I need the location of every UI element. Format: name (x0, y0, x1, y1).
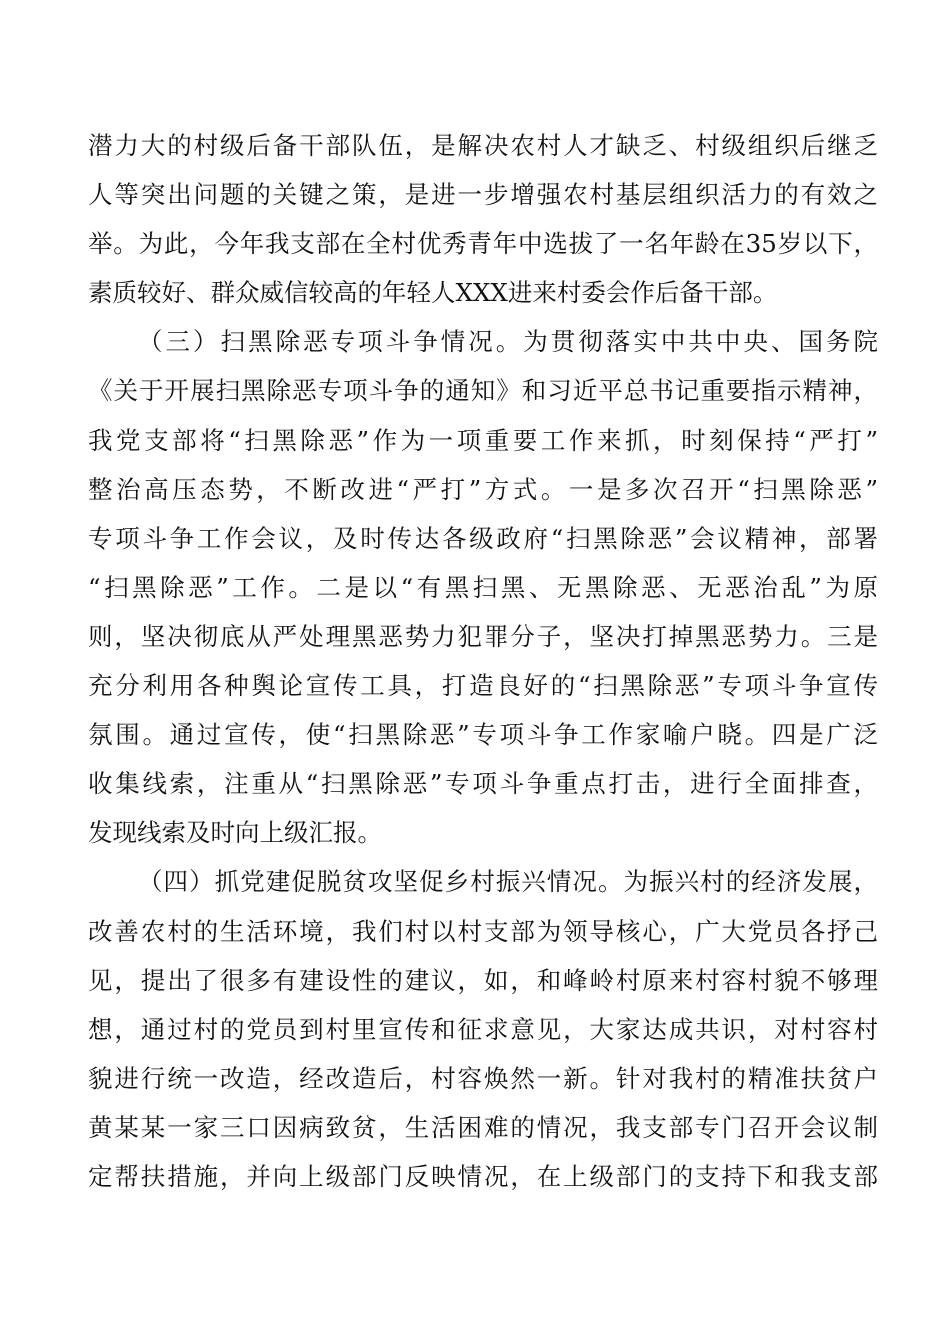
body-line: 整治高压态势，不断改进“严打”方式。一是多次召开“扫黑除恶” (88, 474, 878, 504)
body-line: 我党支部将“扫黑除恶”作为一项重要工作来抓，时刻保持“严打” (88, 425, 878, 455)
body-line: “扫黑除恶”工作。二是以“有黑扫黑、无黑除恶、无恶治乱”为原 (88, 572, 878, 602)
body-line: 改善农村的生活环境，我们村以村支部为领导核心，广大党员各抒己 (88, 916, 878, 946)
section-heading-line: （三）扫黑除恶专项斗争情况。为贯彻落实中共中央、国务院 (138, 327, 878, 357)
body-line: 发现线索及时向上级汇报。 (88, 818, 382, 848)
document-body (88, 121, 878, 1201)
body-line: 貌进行统一改造，经改造后，村容焕然一新。针对我村的精准扶贫户 (88, 1063, 878, 1093)
body-line: 举。为此，今年我支部在全村优秀青年中选拔了一名年龄在35岁以下， (88, 229, 878, 259)
body-line: 人等突出问题的关键之策，是进一步增强农村基层组织活力的有效之 (88, 180, 878, 210)
body-line: 想，通过村的党员到村里宣传和征求意见，大家达成共识，对村容村 (88, 1014, 878, 1044)
body-line: 定帮扶措施，并向上级部门反映情况，在上级部门的支持下和我支部 (88, 1161, 878, 1191)
body-line: 专项斗争工作会议，及时传达各级政府“扫黑除恶”会议精神，部署 (88, 523, 878, 553)
body-line: 见，提出了很多有建设性的建议，如，和峰岭村原来村容村貌不够理 (88, 965, 878, 995)
body-line: 素质较好、群众威信较高的年轻人XXX进来村委会作后备干部。 (88, 278, 778, 308)
body-line: 氛围。通过宣传，使“扫黑除恶”专项斗争工作家喻户晓。四是广泛 (88, 720, 878, 750)
body-line: 潜力大的村级后备干部队伍，是解决农村人才缺乏、村级组织后继乏 (88, 131, 878, 160)
body-line: 收集线索，注重从“扫黑除恶”专项斗争重点打击，进行全面排查， (88, 769, 878, 799)
body-line: 黄某某一家三口因病致贫，生活困难的情况，我支部专门召开会议制 (88, 1112, 878, 1142)
body-line: 《关于开展扫黑除恶专项斗争的通知》和习近平总书记重要指示精神， (88, 376, 878, 406)
section-heading-line: （四）抓党建促脱贫攻坚促乡村振兴情况。为振兴村的经济发展， (138, 867, 878, 897)
body-line: 则，坚决彻底从严处理黑恶势力犯罪分子，坚决打掉黑恶势力。三是 (88, 621, 878, 651)
body-line: 充分利用各种舆论宣传工具，打造良好的“扫黑除恶”专项斗争宣传 (88, 671, 878, 701)
